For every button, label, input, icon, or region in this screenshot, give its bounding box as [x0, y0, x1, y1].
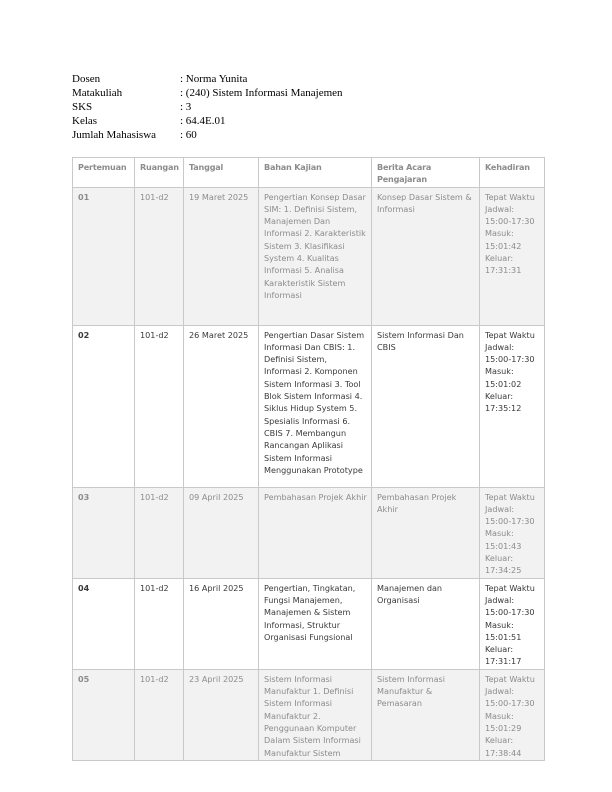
tanggal-cell: 23 April 2025	[184, 669, 259, 760]
tanggal-cell: 26 Maret 2025	[184, 325, 259, 487]
berita-acara-cell: Sistem Informasi Dan CBIS	[372, 325, 480, 487]
kehadiran-jadwal-label: Jadwal:	[485, 503, 515, 514]
kehadiran-masuk-label: Masuk:	[485, 710, 514, 721]
column-header-bahan-kajian: Bahan Kajian	[259, 158, 372, 188]
header-row-sks	[72, 100, 343, 114]
kehadiran-jadwal-label: Jadwal:	[485, 686, 515, 697]
tanggal-cell: 09 April 2025	[184, 487, 259, 578]
sks-label: SKS	[72, 101, 93, 113]
kehadiran-masuk-value: 15:01:29	[485, 722, 522, 733]
dosen-value: : Norma Yunita	[180, 73, 248, 85]
column-header-pertemuan: Pertemuan	[73, 158, 135, 188]
header-row-kelas	[72, 114, 343, 128]
bahan-kajian-cell: Pengertian Dasar Sistem Informasi Dan CBIS: 1. Definisi Sistem, Informasi 2. Komponen Sistem Informasi 3. Tool Blok Sistem Informasi 4. Siklus Hidup System 5. Spesialis Informasi 6. CBIS 7. Membangun Rancangan Aplikasi Sistem Informasi Menggunakan Prototype	[259, 325, 372, 487]
jumlah-label: Jumlah Mahasiswa	[72, 129, 157, 141]
kehadiran-masuk-value: 15:01:02	[485, 378, 522, 389]
pertemuan-cell: 01	[73, 187, 135, 325]
kehadiran-jadwal-label: Jadwal:	[485, 594, 515, 605]
kehadiran-jadwal-value: 15:00-17:30	[485, 216, 535, 227]
kehadiran-jadwal-value: 15:00-17:30	[485, 354, 535, 365]
kehadiran-keluar-label: Keluar:	[485, 735, 514, 746]
pertemuan-cell: 02	[73, 325, 135, 487]
kehadiran-keluar-value: 17:31:17	[485, 656, 522, 667]
kehadiran-masuk-value: 15:01:43	[485, 540, 522, 551]
ruangan-cell: 101-d2	[135, 325, 184, 487]
kehadiran-keluar-label: Keluar:	[485, 553, 514, 564]
ruangan-cell: 101-d2	[135, 669, 184, 760]
kelas-value: : 64.4E.01	[180, 115, 226, 127]
pertemuan-cell: 03	[73, 487, 135, 578]
kehadiran-masuk-label: Masuk:	[485, 619, 514, 630]
kehadiran-status: Tepat Waktu	[485, 491, 535, 502]
bahan-kajian-cell: Pengertian, Tingkatan, Fungsi Manajemen, Manajemen & Sistem Informasi, Struktur Organisasi Fungsional	[259, 578, 372, 669]
kehadiran-status: Tepat Waktu	[485, 329, 535, 340]
kehadiran-jadwal-label: Jadwal:	[485, 341, 515, 352]
tanggal-cell: 16 April 2025	[184, 578, 259, 669]
berita-acara-cell: Manajemen dan Organisasi	[372, 578, 480, 669]
kehadiran-keluar-value: 17:31:31	[485, 265, 522, 276]
ruangan-cell: 101-d2	[135, 187, 184, 325]
table-row	[73, 187, 545, 325]
ruangan-cell: 101-d2	[135, 487, 184, 578]
ruangan-cell: 101-d2	[135, 578, 184, 669]
kehadiran-cell	[480, 578, 545, 669]
kehadiran-masuk-label: Masuk:	[485, 228, 514, 239]
berita-acara-cell: Konsep Dasar Sistem & Informasi	[372, 187, 480, 325]
column-header-berita-acara: Berita Acara Pengajaran	[372, 158, 480, 188]
kehadiran-keluar-value: 17:35:12	[485, 403, 522, 414]
table-row	[73, 578, 545, 669]
column-header-kehadiran: Kehadiran	[480, 158, 545, 188]
bahan-kajian-cell: Pengertian Konsep Dasar SIM: 1. Definisi Sistem, Manajemen Dan Informasi 2. Karakteristik Sistem 3. Klasifikasi System 4. Kualitas Informasi 5. Analisa Karakteristik Sistem Informasi	[259, 187, 372, 325]
column-header-tanggal: Tanggal	[184, 158, 259, 188]
berita-acara-cell: Pembahasan Projek Akhir	[372, 487, 480, 578]
attendance-table	[72, 157, 545, 761]
kehadiran-status: Tepat Waktu	[485, 673, 535, 684]
kehadiran-masuk-value: 15:01:51	[485, 631, 522, 642]
kehadiran-keluar-value: 17:34:25	[485, 565, 522, 576]
kehadiran-keluar-label: Keluar:	[485, 253, 514, 264]
header-row-dosen	[72, 72, 343, 86]
kelas-label: Kelas	[72, 115, 98, 127]
header-row-matakuliah	[72, 86, 343, 100]
pertemuan-cell: 05	[73, 669, 135, 760]
dosen-label: Dosen	[72, 73, 101, 85]
table-row	[73, 325, 545, 487]
kehadiran-keluar-label: Keluar:	[485, 391, 514, 402]
kehadiran-masuk-value: 15:01:42	[485, 240, 522, 251]
column-header-ruangan: Ruangan	[135, 158, 184, 188]
pertemuan-cell: 04	[73, 578, 135, 669]
kehadiran-masuk-label: Masuk:	[485, 528, 514, 539]
sks-value: : 3	[180, 101, 192, 113]
kehadiran-keluar-label: Keluar:	[485, 644, 514, 655]
kehadiran-cell	[480, 187, 545, 325]
berita-acara-cell: Sistem Informasi Manufaktur & Pemasaran	[372, 669, 480, 760]
kehadiran-cell	[480, 669, 545, 760]
table-row	[73, 487, 545, 578]
table-header-row	[73, 158, 545, 188]
kehadiran-jadwal-value: 15:00-17:30	[485, 607, 535, 618]
jumlah-value: : 60	[180, 129, 197, 141]
bahan-kajian-cell: Pembahasan Projek Akhir	[259, 487, 372, 578]
kehadiran-status: Tepat Waktu	[485, 582, 535, 593]
kehadiran-keluar-value: 17:38:44	[485, 747, 522, 758]
matakuliah-value: : (240) Sistem Informasi Manajemen	[180, 87, 343, 99]
bahan-kajian-cell: Sistem Informasi Manufaktur 1. Definisi Sistem Informasi Manufaktur 2. Penggunaan Komputer Dalam Sistem Informasi Manufaktur Sistem	[259, 669, 372, 760]
matakuliah-label: Matakuliah	[72, 87, 123, 99]
kehadiran-jadwal-label: Jadwal:	[485, 203, 515, 214]
table-row	[73, 669, 545, 760]
kehadiran-masuk-label: Masuk:	[485, 366, 514, 377]
kehadiran-cell	[480, 487, 545, 578]
header-row-jumlah	[72, 128, 343, 142]
kehadiran-cell	[480, 325, 545, 487]
kehadiran-jadwal-value: 15:00-17:30	[485, 698, 535, 709]
course-header	[72, 72, 343, 142]
tanggal-cell: 19 Maret 2025	[184, 187, 259, 325]
kehadiran-status: Tepat Waktu	[485, 191, 535, 202]
kehadiran-jadwal-value: 15:00-17:30	[485, 516, 535, 527]
